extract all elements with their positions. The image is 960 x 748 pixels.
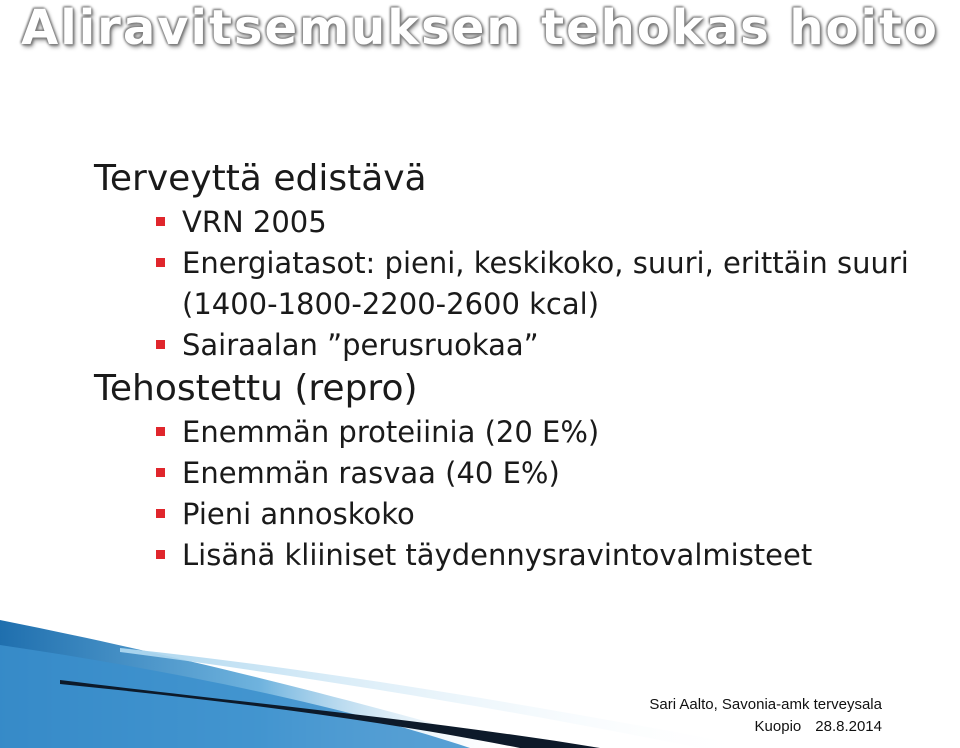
footer-place-date: [649, 716, 882, 738]
list-item: Energiatasot: pieni, keskikoko, suuri, erittäin suuri (1400-1800-2200-2600 kcal): [0, 243, 954, 325]
list-item: Enemmän rasvaa (40 E%): [0, 453, 954, 494]
section-heading-1: Terveyttä edistävä: [94, 158, 427, 199]
list-item: Pieni annoskoko: [0, 494, 954, 535]
list-item: Lisänä kliiniset täydennysravintovalmisteet: [0, 535, 954, 576]
square-bullet-icon: [156, 509, 165, 518]
footer-author: Sari Aalto, Savonia-amk terveysala: [649, 696, 882, 713]
list-item: VRN 2005: [0, 202, 954, 243]
section-heading-2: Tehostettu (repro): [94, 368, 418, 409]
square-bullet-icon: [156, 550, 165, 559]
square-bullet-icon: [156, 217, 165, 226]
list-item: Sairaalan ”perusruokaa”: [0, 325, 954, 366]
footer-date: 28.8.2014: [815, 718, 882, 735]
slide-footer: [649, 694, 882, 738]
list-item: Enemmän proteiinia (20 E%): [0, 412, 954, 453]
footer-place: Kuopio: [754, 718, 802, 735]
square-bullet-icon: [156, 340, 165, 349]
slide-title: Aliravitsemuksen tehokas hoito: [21, 0, 939, 56]
square-bullet-icon: [156, 468, 165, 477]
square-bullet-icon: [156, 258, 165, 267]
slide-content: [94, 156, 954, 576]
bullet-list-2: [94, 412, 954, 576]
bullet-list-1: [94, 202, 954, 366]
square-bullet-icon: [156, 427, 165, 436]
wave-mid-band: [0, 645, 470, 748]
